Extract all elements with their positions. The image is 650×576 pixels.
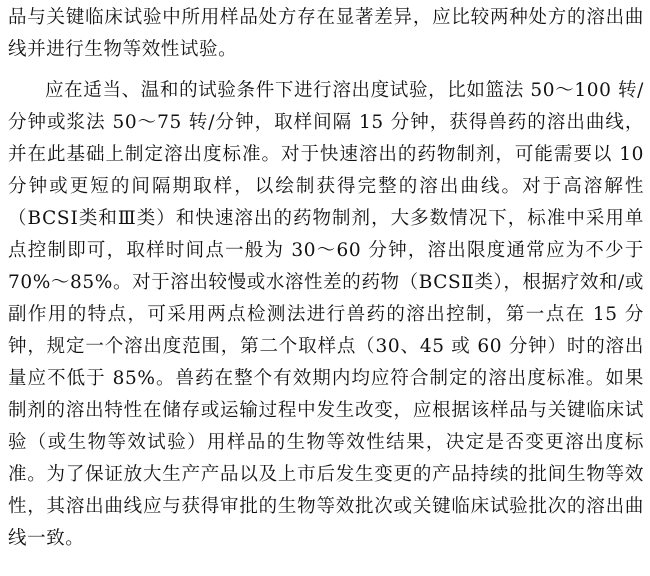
paragraph-dissolution-test-conditions: 应在适当、温和的试验条件下进行溶出度试验，比如篮法 50～100 转/分钟或浆法 50～75 转/分钟，取样间隔 15 分钟，获得兽药的溶出曲线，并在此基础上制定溶出度标准。对于快速溶出的药物制剂，可能需要以 10 分钟或更短的间隔期取样，以绘制获得完整的溶出曲线。对于高溶解性（BCSⅠ类和Ⅲ类）和快速溶出的药物制剂，大多数情况下，标准中采用单点控制即可，取样时间点一般为 30～60 分钟，溶出限度通常应为不少于 70%～85%。对于溶出较慢或水溶性差的药物（BCSⅡ类），根据疗效和/或副作用的特点，可采用两点检测法进行兽药的溶出控制，第一点在 15 分钟，规定一个溶出度范围，第二个取样点（30、45 或 60 分钟）时的溶出量应不低于 85%。兽药在整个有效期内均应符合制定的溶出度标准。如果制剂的溶出特性在储存或运输过程中发生改变，应根据该样品与关键临床试验（或生物等效试验）用样品的生物等效性结果，决定是否变更溶出度标准。为了保证放大生产产品以及上市后发生变更的产品持续的批间生物等效性，其溶出曲线应与获得审批的生物等效批次或关键临床试验批次的溶出曲线一致。 xyxy=(8,80,644,549)
paragraph-continuation: 品与关键临床试验中所用样品处方存在显著差异，应比较两种处方的溶出曲线并进行生物等效性试验。 xyxy=(8,7,644,60)
